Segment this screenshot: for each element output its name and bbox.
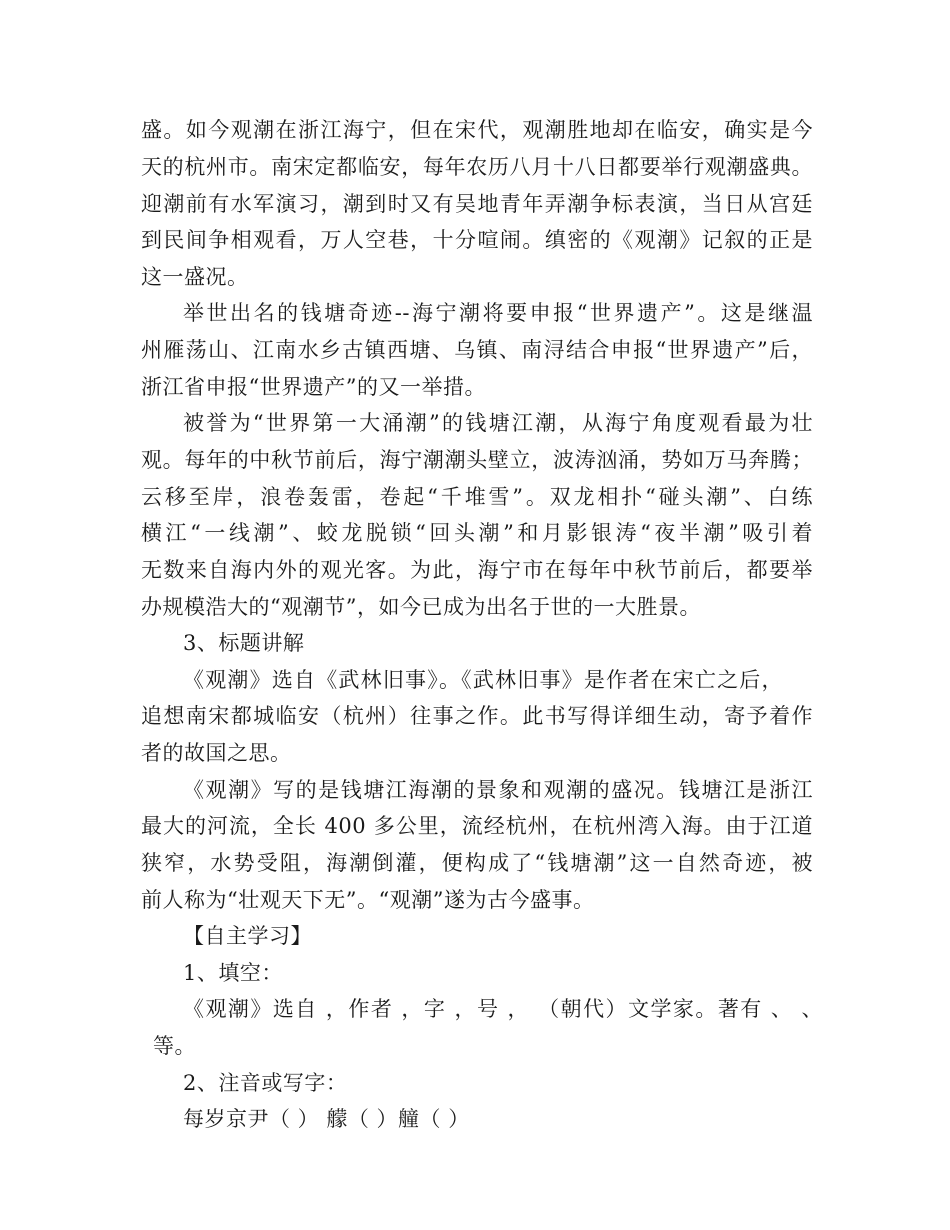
pinyin-line: 每岁京尹（ ） 艨（ ）艟（ ） [183,1107,470,1131]
question-heading: 1、填空： [183,961,283,985]
text-line: 天的杭州市。南宋定都临安，每年农历八月十八日都要举行观潮盛典。 [141,155,813,179]
section-heading: 3、标题讲解 [183,631,305,655]
text-line: 前人称为“壮观天下无”。“观潮”遂为古今盛事。 [141,888,595,912]
text-line: 《观潮》选自《武林旧事》。《武林旧事》是作者在宋亡之后， [183,668,783,692]
text-line: 这一盛况。 [141,265,249,289]
text-line: 被誉为“世界第一大涌潮”的钱塘江潮，从海宁角度观看最为壮 [183,411,813,435]
text-line: 《观潮》写的是钱塘江海潮的景象和观潮的盛况。钱塘江是浙江 [183,778,813,802]
text-line: 浙江省申报“世界遗产”的又一举措。 [141,375,486,399]
text-line: 举世出名的钱塘奇迹--海宁潮将要申报“世界遗产”。这是继温 [183,301,813,325]
text-line: 州雁荡山、江南水乡古镇西塘、乌镇、南浔结合申报“世界遗产”后， [141,338,813,362]
text-line: 办规模浩大的“观潮节”，如今已成为出名于世的一大胜景。 [141,595,701,619]
text-line: 迎潮前有水军演习，潮到时又有吴地青年弄潮争标表演，当日从宫廷 [141,192,813,216]
fill-blank-line: 《观潮》选自 ，作者 ，字 ，号 ， （朝代）文学家。著有 、 、 [183,997,823,1021]
text-line: 横江“一线潮”、蛟龙脱锁“回头潮”和月影银涛“夜半潮”吸引着 [141,521,813,545]
text-line: 最大的河流，全长 400 多公里，流经杭州，在杭州湾入海。由于江道 [141,814,813,838]
text-line: 者的故国之思。 [141,741,292,765]
section-heading: 【自主学习】 [183,924,312,948]
text-line: 到民间争相观看，万人空巷，十分喧闹。缜密的《观潮》记叙的正是 [141,228,813,252]
text-line: 观。每年的中秋节前后，海宁潮潮头壁立，波涛汹涌，势如万马奔腾； [141,448,813,472]
question-heading: 2、注音或写字： [183,1071,348,1095]
text-line: 盛。如今观潮在浙江海宁，但在宋代，观潮胜地却在临安，确实是今 [141,118,813,142]
text-line: 无数来自海内外的观光客。为此，海宁市在每年中秋节前后，都要举 [141,558,813,582]
fill-blank-line: 等。 [153,1034,196,1058]
text-line: 云移至岸，浪卷轰雷，卷起“千堆雪”。双龙相扑“碰头潮”、白练 [141,485,813,509]
text-line: 狭窄，水势受阻，海潮倒灌，便构成了“钱塘潮”这一自然奇迹，被 [141,851,813,875]
text-line: 追想南宋都城临安（杭州）往事之作。此书写得详细生动，寄予着作 [141,704,813,728]
